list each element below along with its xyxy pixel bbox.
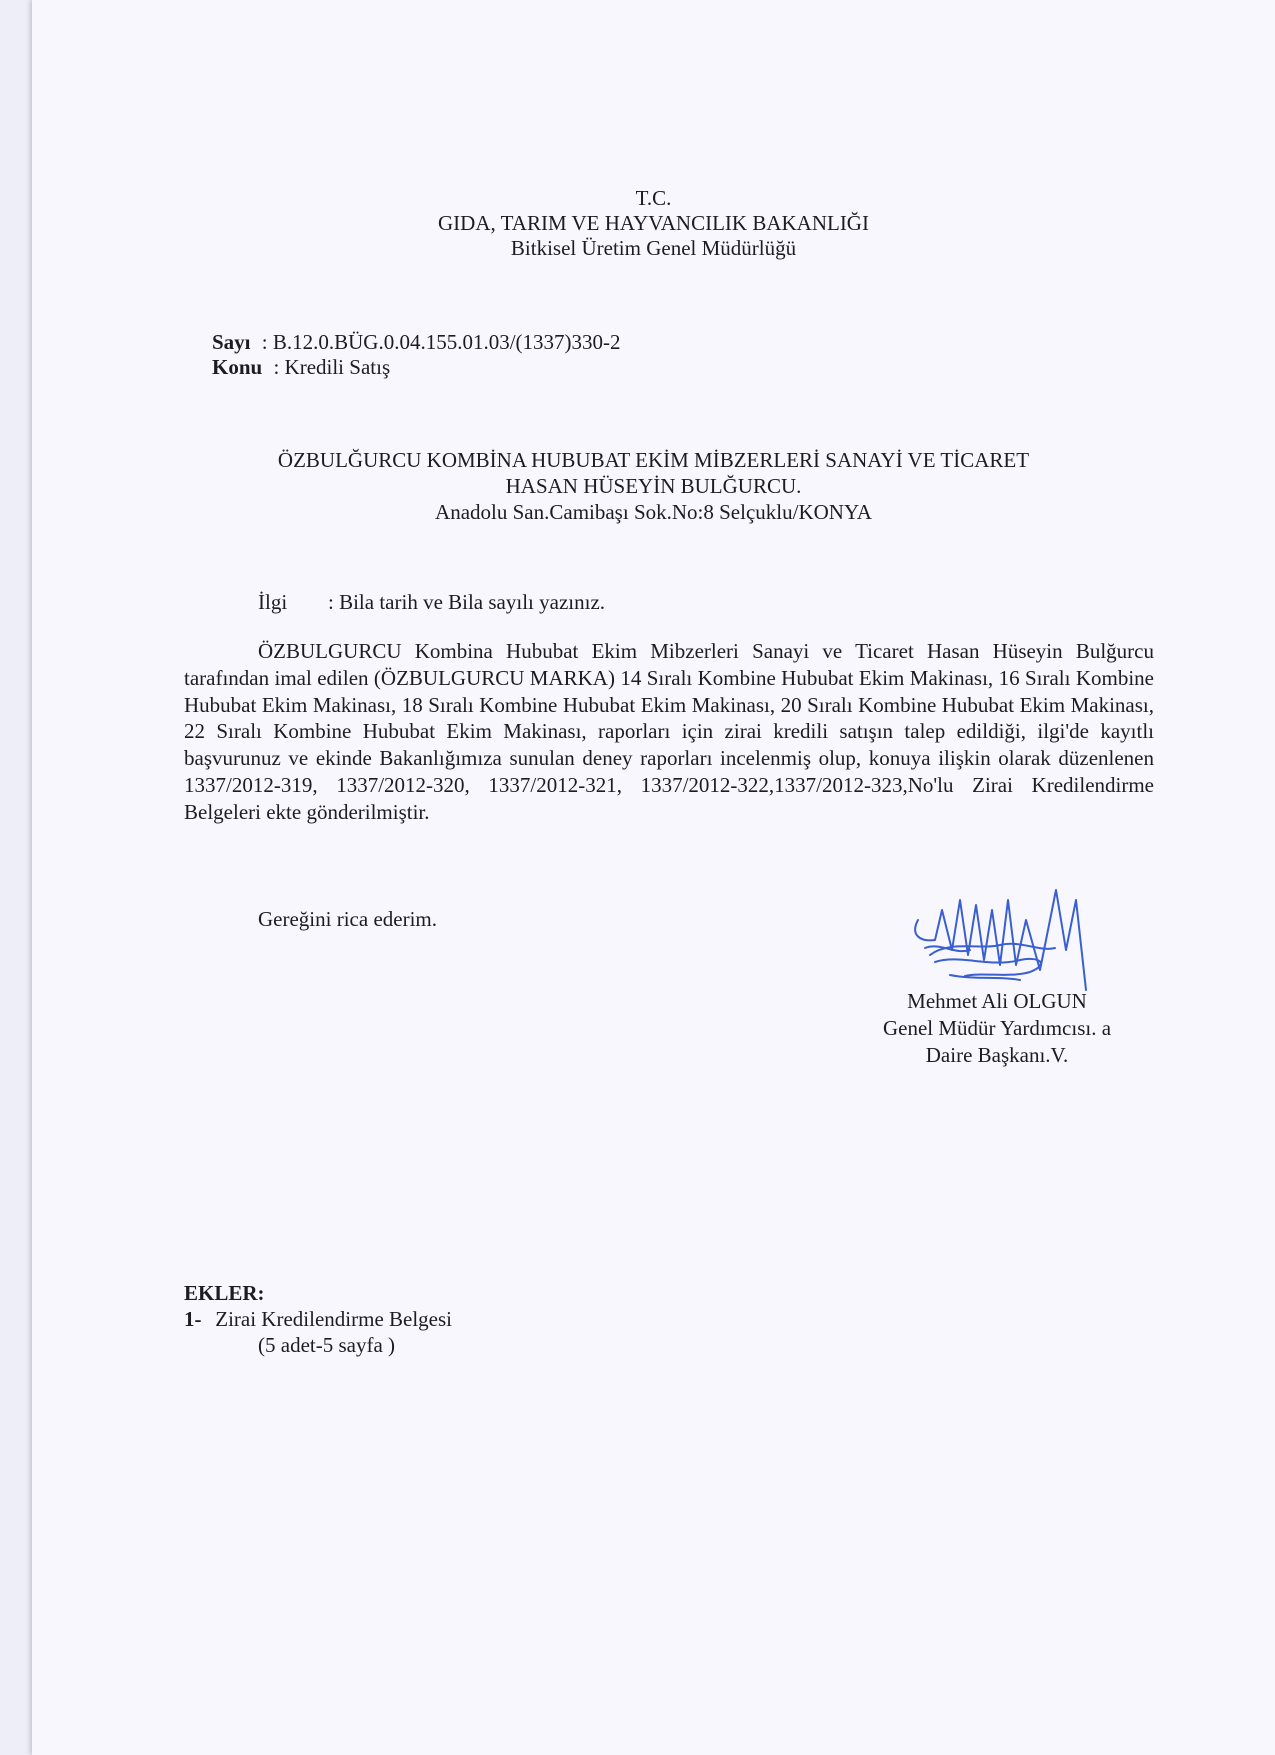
subject-value: : Kredili Satış bbox=[273, 355, 391, 379]
signatory-name: Mehmet Ali OLGUN bbox=[907, 989, 1087, 1013]
addressee-block bbox=[32, 447, 1275, 525]
addressee-person: HASAN HÜSEYİN BULĞURCU. bbox=[505, 474, 802, 498]
body-paragraph: ÖZBULGURCU Kombina Hububat Ekim Mibzerleri Sanayi ve Ticaret Hasan Hüseyin Bulğurcu tarafından imal edilen (ÖZBULGURCU MARKA) 14 Sıralı Kombine Hububat Ekim Makinası, 16 Sıralı Kombine Hububat Ekim Makinası, 18 Sıralı Kombine Hububat Ekim Makinası, 20 Sıralı Kombine Hububat Ekim Makinası, 22 Sıralı Kombine Hububat Ekim Makinası, raporları için zirai kredili satışın talep edildiği, ilgi'de kayıtlı başvurunuz ve ekinde Bakanlığımıza sunulan deney raporları incelenmiş olup, konuya ilişkin olarak düzenlenen 1337/2012-319, 1337/2012-320, 1337/2012-321, 1337/2012-322,1337/2012-323,No'lu Zirai Kredilendirme Belgeleri ekte gönderilmiştir. bbox=[184, 639, 1154, 824]
reference-number-value: : B.12.0.BÜG.0.04.155.01.03/(1337)330-2 bbox=[261, 330, 621, 354]
letterhead-country: T.C. bbox=[635, 186, 672, 210]
reference-number-row bbox=[212, 330, 621, 355]
attachment-detail: (5 adet-5 sayfa ) bbox=[258, 1333, 396, 1357]
reference-row bbox=[258, 590, 605, 615]
signatory-title: Genel Müdür Yardımcısı. a bbox=[882, 1016, 1112, 1040]
letterhead bbox=[32, 186, 1275, 261]
letterhead-ministry: GIDA, TARIM VE HAYVANCILIK BAKANLIĞI bbox=[438, 211, 869, 235]
subject-row bbox=[212, 355, 621, 380]
reference-number-label: Sayı bbox=[212, 330, 251, 354]
signatory-department: Daire Başkanı.V. bbox=[925, 1043, 1069, 1067]
closing-phrase: Gereğini rica ederim. bbox=[258, 907, 437, 931]
document-meta bbox=[212, 330, 621, 380]
signatory-block bbox=[832, 988, 1162, 1069]
attachment-name: Zirai Kredilendirme Belgesi bbox=[215, 1307, 453, 1331]
addressee-address: Anadolu San.Camibaşı Sok.No:8 Selçuklu/KONYA bbox=[435, 500, 872, 524]
attachments-title: EKLER: bbox=[184, 1281, 265, 1305]
reference-value: : Bila tarih ve Bila sayılı yazınız. bbox=[328, 590, 606, 614]
attachments-block bbox=[184, 1280, 452, 1358]
addressee-company: ÖZBULĞURCU KOMBİNA HUBUBAT EKİM MİBZERLERİ SANAYİ VE TİCARET bbox=[277, 448, 1030, 472]
subject-label: Konu bbox=[212, 355, 263, 379]
document-page bbox=[32, 0, 1275, 1755]
letterhead-directorate: Bitkisel Üretim Genel Müdürlüğü bbox=[510, 236, 797, 260]
reference-label: İlgi bbox=[258, 590, 288, 614]
attachment-number: 1- bbox=[184, 1307, 202, 1331]
attachment-item bbox=[184, 1306, 452, 1332]
